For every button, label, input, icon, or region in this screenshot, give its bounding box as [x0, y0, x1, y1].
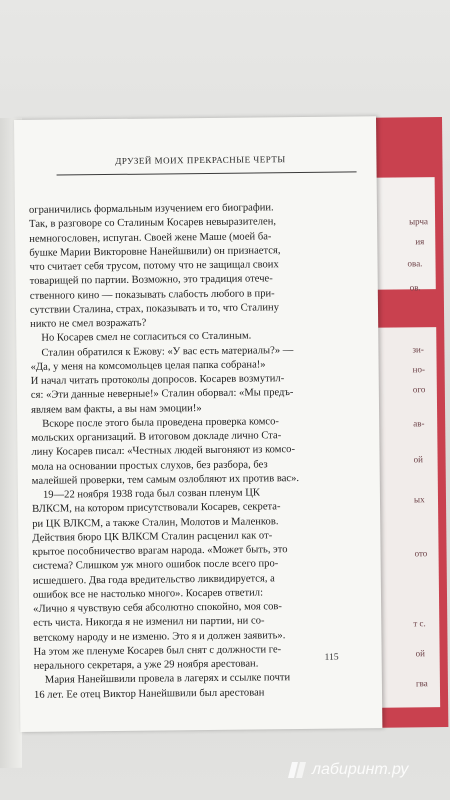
text-line: 19—22 ноября 1938 года был созван пленум ЦК — [42, 487, 260, 501]
fragment: ав- — [413, 418, 425, 429]
text-line: Так, в разговоре со Сталиным Косарев невыразителен, — [29, 216, 277, 231]
fragment: ова. — [407, 258, 423, 269]
text-line: Мария Нанейшвили провела в лагерях и ссылке почти — [44, 672, 291, 686]
text-line: И начал читать протоколы допросов. Косарев возмутил- — [30, 373, 285, 387]
text-line: исшедшего. Два года вредительство ликвидируется, а — [32, 572, 275, 587]
text-line: Вскоре после этого была проведена проверка комсо- — [42, 415, 279, 430]
text-line: ся: «Эти данные неверные!» Сталин оборвал: «Мы предъ- — [30, 387, 294, 402]
text-line: Действия бюро ЦК ВЛКСМ Сталин расценил как от- — [32, 530, 273, 544]
text-line: сутствии Сталина, страх, показывать и то, что Сталину — [29, 301, 280, 316]
text-line: 16 лет. Ее отец Виктор Нанейшвили был арестован — [33, 686, 265, 701]
text-line: «Лично я чувствую себя абсолютно спокойно, моя сов- — [33, 601, 282, 615]
fragment: ой — [413, 454, 423, 465]
text-line: бушке Марии Викторовне Нанейшвили) он признается, — [29, 244, 281, 259]
fragment: ырча — [409, 216, 428, 227]
text-line: ограничились формальным изучением его биографии. — [28, 202, 274, 216]
text-line: малейшей проверки, тем самым озлобляют их против вас». — [31, 472, 300, 487]
text-line: что считает себя трусом, потому что не защищал своих — [29, 259, 279, 273]
text-line: товарищей по партии. Возможно, это традиция отече- — [29, 273, 273, 288]
fragment: ия — [415, 236, 425, 247]
fragment: зи- — [412, 344, 424, 355]
text-line: нерального секретаря, а уже 29 ноября арестован. — [33, 658, 259, 672]
running-header: ДРУЗЕЙ МОИХ ПРЕКРАСНЫЕ ЧЕРТЫ — [115, 154, 286, 166]
text-line: являем вам факты, а вы нам эмоции!» — [30, 402, 202, 416]
text-line: На этом же пленуме Косарев был снят с должности ге- — [33, 643, 282, 658]
fragment: гва — [415, 678, 428, 689]
page-number: 115 — [324, 652, 339, 663]
text-line: «Да, у меня на комсомольцев целая папка собрана!» — [30, 359, 266, 373]
text-line: мола на основании простых слухов, без разбора, без — [31, 458, 268, 473]
text-line: немногословен, испуган. Своей жене Маше (моей ба- — [29, 230, 272, 245]
text-line: есть чиста. Никогда я не изменил ни партии, ни со- — [33, 615, 265, 630]
text-line: крытое пособничество врагам народа. «Может быть, это — [32, 544, 288, 558]
fragment: ото — [414, 548, 428, 559]
text-line: мольских организаций. В итоговом докладе лично Ста- — [31, 430, 282, 444]
fragment: ых — [413, 494, 425, 505]
fragment: ого — [412, 384, 426, 395]
text-line: Сталин обратился к Ежову: «У вас есть материалы?» — — [41, 344, 294, 359]
text-line: ри ЦК ВЛКСМ, а также Сталин, Молотов и Маленков. — [32, 515, 279, 530]
fragment: но- — [412, 364, 426, 375]
labirint-logo-icon — [288, 760, 308, 780]
fragment: ой — [415, 648, 425, 659]
text-line: лину Косарев писал: «Честных людей выгоняют из комсо- — [31, 444, 296, 459]
text-line: ошибок все не настолько много». Косарев ответил: — [32, 587, 264, 601]
text-line: система? Слишком уж много ошибок после всего про- — [32, 558, 279, 573]
fragment: т с. — [413, 618, 426, 629]
header-rule — [57, 171, 357, 175]
text-line: ственного кино — показывать слабость любого в при- — [29, 287, 275, 302]
page-body-text — [29, 201, 334, 703]
text-line: ВЛКСМ, на котором присутствовали Косарев, секрета- — [32, 501, 281, 516]
fragment: ов. — [409, 282, 421, 293]
labirint-watermark — [288, 760, 408, 780]
labirint-brand-text: лабиринт.ру — [312, 761, 409, 778]
text-line: никто не смел возражать? — [30, 317, 147, 330]
text-line: ветскому народу и не изменю. Это я и должен заявить». — [33, 629, 286, 644]
text-line: Но Косарев смел не согласиться со Сталиным. — [41, 330, 252, 344]
book-page — [14, 116, 382, 732]
